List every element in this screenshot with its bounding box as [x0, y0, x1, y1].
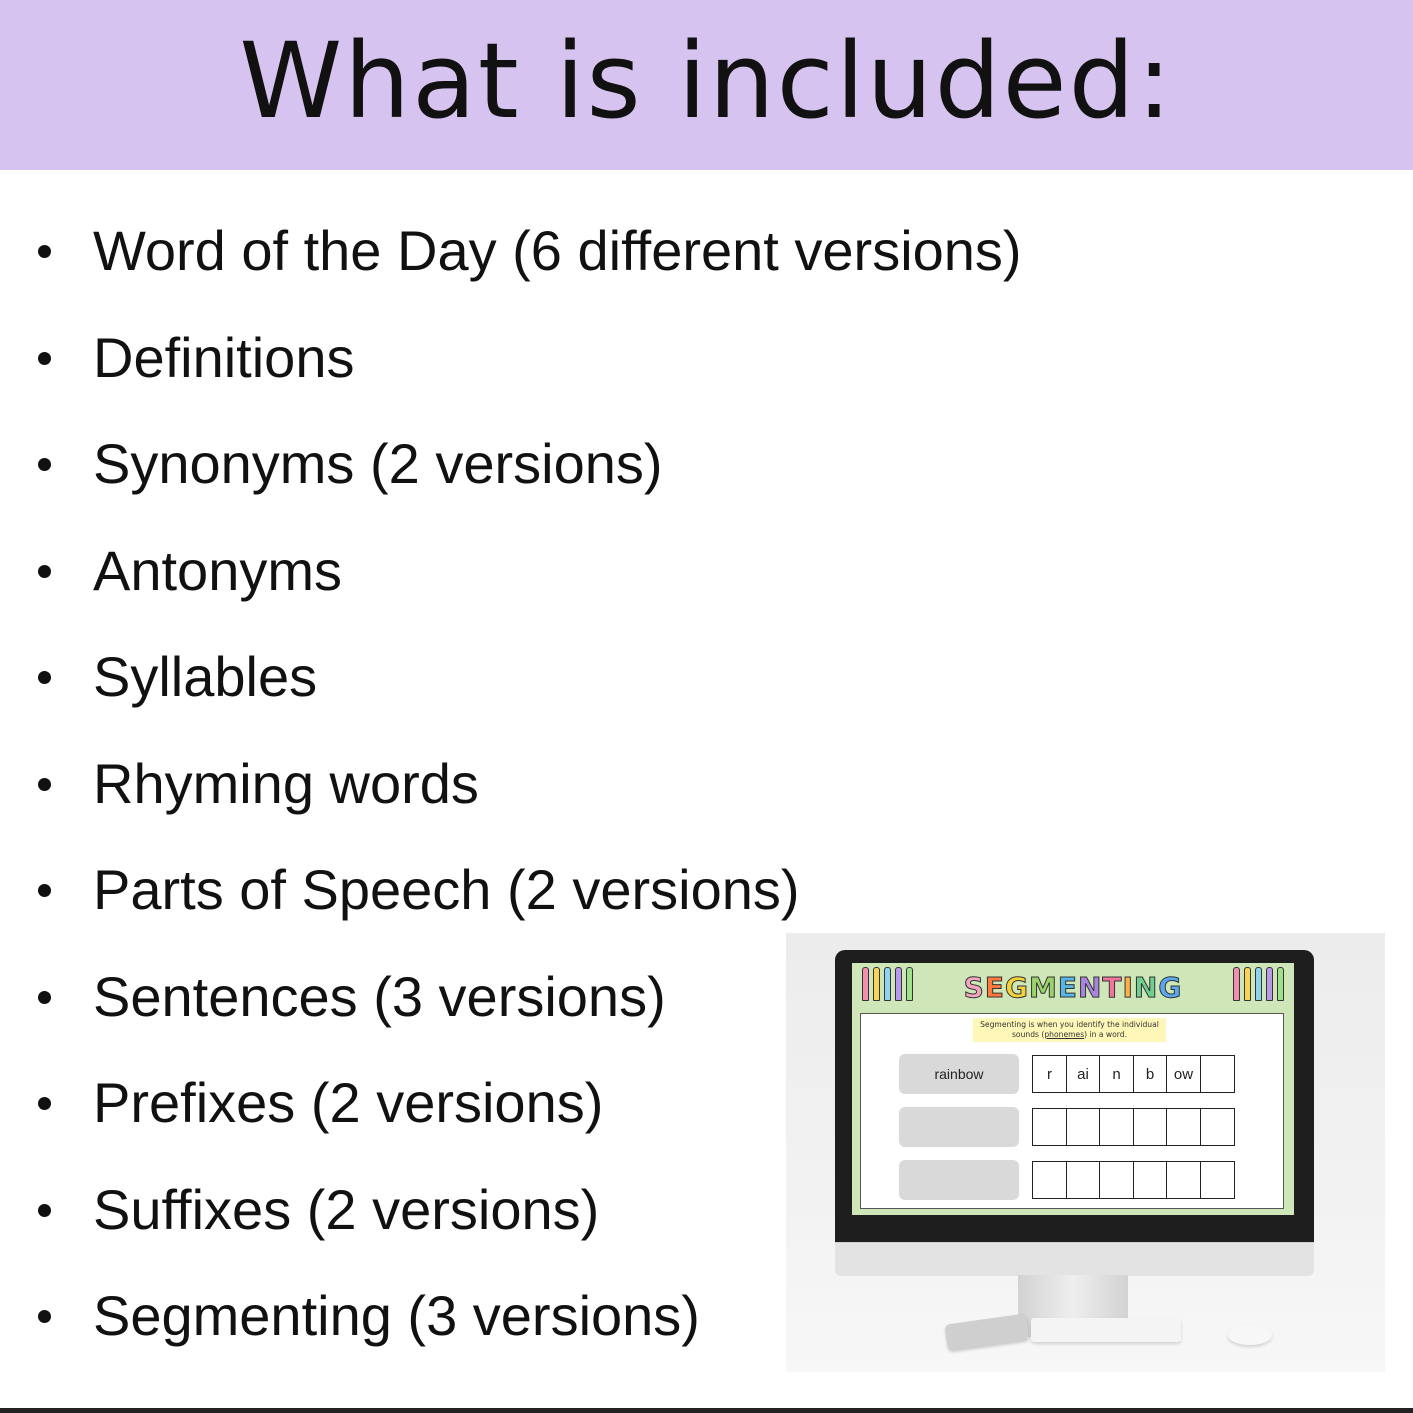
bullet-icon [38, 1310, 51, 1323]
sound-cell[interactable] [1032, 1161, 1067, 1199]
list-item-text: Rhyming words [93, 751, 479, 815]
title-letter: M [1028, 971, 1058, 1004]
list-item-text: Segmenting (3 versions) [93, 1284, 700, 1347]
sound-boxes [1032, 1108, 1235, 1146]
sound-cell[interactable]: b [1133, 1055, 1168, 1093]
bullet-icon [38, 778, 51, 791]
instruction-note: Segmenting is when you identify the individual sounds (phonemes) in a word. [973, 1018, 1166, 1042]
bullet-icon [38, 671, 51, 684]
list-item-text: Definitions [93, 325, 355, 389]
word-box[interactable]: rainbow [899, 1054, 1019, 1094]
sound-cell[interactable]: n [1099, 1055, 1134, 1093]
title-letter: G [1158, 971, 1183, 1004]
title-letter: G [1004, 971, 1029, 1004]
page-title: What is included: [239, 20, 1174, 142]
sound-cell[interactable]: r [1032, 1055, 1067, 1093]
sound-cell[interactable] [1166, 1108, 1201, 1146]
phone-object [945, 1313, 1030, 1350]
list-item [0, 305, 1022, 412]
keyboard-object [1031, 1318, 1181, 1342]
list-item [0, 198, 1022, 305]
list-item-text: Syllables [93, 645, 318, 708]
list-item-text: Sentences (3 versions) [93, 964, 666, 1028]
list-item [0, 837, 1022, 944]
sound-cell[interactable]: ow [1166, 1055, 1201, 1093]
monitor-screen [852, 963, 1294, 1215]
header-banner [0, 0, 1413, 170]
list-item [0, 624, 1022, 731]
bullet-icon [38, 1097, 51, 1110]
bullet-icon [38, 1204, 51, 1217]
bullet-icon [38, 245, 51, 258]
title-letter: S [963, 971, 985, 1004]
mouse-object [1228, 1325, 1272, 1345]
sound-cell[interactable] [1166, 1161, 1201, 1199]
title-letter: E [984, 971, 1005, 1004]
title-letter: E [1057, 971, 1078, 1004]
sound-cell[interactable]: ai [1066, 1055, 1101, 1093]
sound-cell[interactable] [1099, 1161, 1134, 1199]
sound-cell[interactable] [1133, 1161, 1168, 1199]
monitor-preview-photo [786, 933, 1385, 1372]
list-item [0, 411, 1022, 518]
sound-cell[interactable] [1200, 1161, 1235, 1199]
monitor-chin [835, 1242, 1314, 1276]
list-item-text: Word of the Day (6 different versions) [93, 219, 1022, 282]
title-letter: I [1122, 971, 1134, 1004]
list-item-text: Suffixes (2 versions) [93, 1177, 600, 1241]
title-letter: N [1077, 971, 1103, 1004]
sound-cell[interactable] [1032, 1108, 1067, 1146]
bullet-icon [38, 991, 51, 1004]
list-item [0, 731, 1022, 838]
bullet-icon [38, 458, 51, 471]
sound-cell[interactable] [1133, 1108, 1168, 1146]
sound-cell[interactable] [1066, 1108, 1101, 1146]
list-item-text: Synonyms (2 versions) [93, 432, 663, 495]
sound-boxes [1032, 1055, 1235, 1093]
word-box[interactable] [899, 1107, 1019, 1147]
list-item [0, 518, 1022, 625]
sound-boxes [1032, 1161, 1235, 1199]
word-box[interactable] [899, 1160, 1019, 1200]
sound-cell[interactable] [1099, 1108, 1134, 1146]
sound-cell[interactable] [1066, 1161, 1101, 1199]
segmenting-title [852, 971, 1294, 1004]
bullet-icon [38, 565, 51, 578]
activity-panel [860, 1013, 1284, 1209]
sound-cell[interactable] [1200, 1108, 1235, 1146]
title-letter: N [1133, 971, 1159, 1004]
bullet-icon [38, 884, 51, 897]
sound-cell[interactable] [1200, 1055, 1235, 1093]
title-letter: T [1102, 971, 1123, 1004]
list-item-text: Antonyms [93, 538, 342, 602]
bottom-border [0, 1408, 1413, 1413]
bullet-icon [38, 352, 51, 365]
list-item-text: Prefixes (2 versions) [93, 1071, 604, 1134]
list-item-text: Parts of Speech (2 versions) [93, 858, 800, 921]
